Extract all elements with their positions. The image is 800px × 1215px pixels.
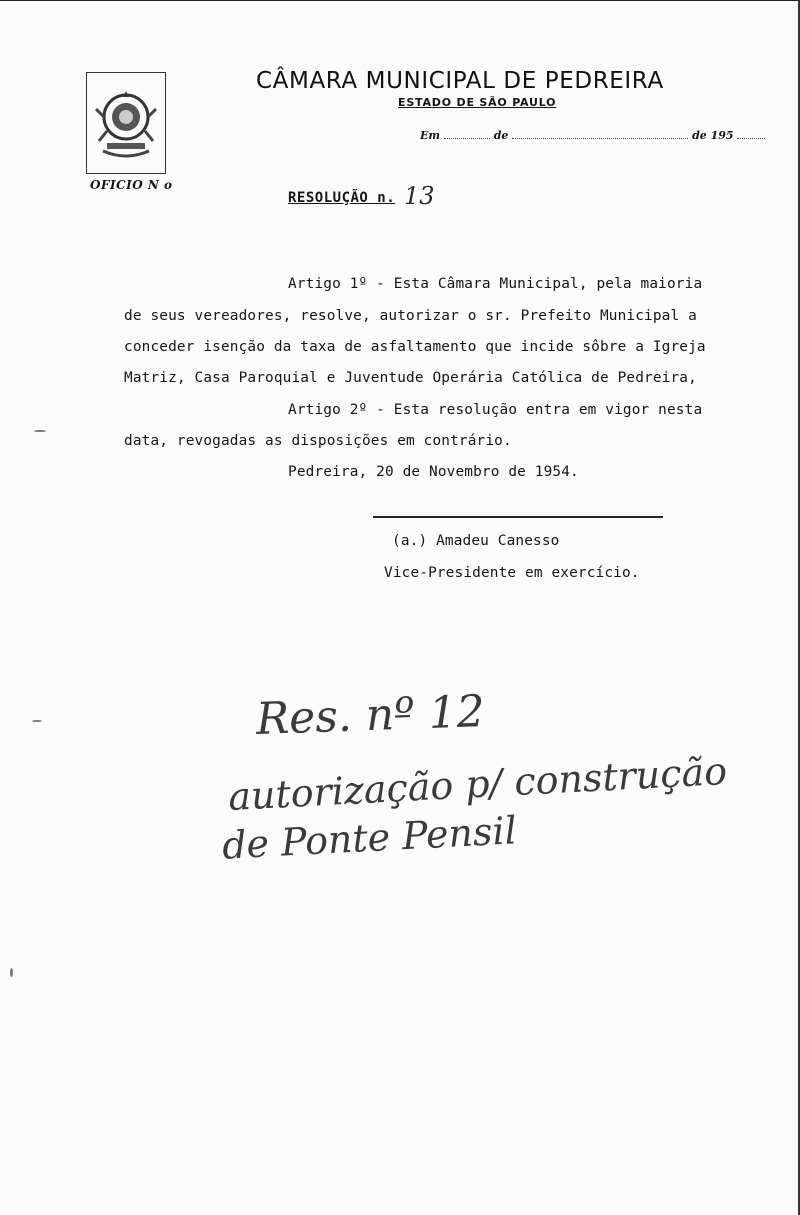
body-line-5: Artigo 2º - Esta resolução entra em vigor nesta: [288, 402, 703, 418]
date-em-label: Em: [420, 129, 441, 142]
resolution-heading: RESOLUÇÃO n.: [288, 190, 396, 206]
signature-name: (a.) Amadeu Canesso: [392, 533, 560, 549]
date-line: [420, 128, 765, 142]
date-day-blank: [444, 128, 490, 139]
body-line-4: Matriz, Casa Paroquial e Juventude Operária Católica de Pedreira,: [124, 370, 697, 386]
handwritten-note-3: de Ponte Pensil: [221, 808, 518, 868]
coat-of-arms-seal: [86, 72, 166, 174]
body-line-3: conceder isenção da taxa de asfaltamento que incide sôbre a Igreja: [124, 339, 706, 355]
place-date-line: Pedreira, 20 de Novembro de 1954.: [288, 464, 579, 480]
date-year-blank: [737, 128, 765, 139]
body-line-1: Artigo 1º - Esta Câmara Municipal, pela maioria: [288, 276, 703, 292]
handwritten-note-2: autorização p/ construção: [227, 748, 729, 820]
coat-of-arms-icon: [93, 83, 159, 163]
body-line-6: data, revogadas as disposições em contrário.: [124, 433, 512, 449]
oficio-label: OFICIO N o: [90, 178, 173, 192]
resolution-number-handwritten: 13: [404, 182, 435, 210]
date-de-label: de: [493, 129, 509, 142]
scan-speck: [34, 430, 46, 432]
letterhead-subtitle: ESTADO DE SÃO PAULO: [398, 96, 557, 109]
signature-rule: [373, 516, 663, 518]
signature-role: Vice-Presidente em exercício.: [384, 565, 640, 581]
page-top-edge: [0, 0, 800, 1]
body-line-2: de seus vereadores, resolve, autorizar o sr. Prefeito Municipal a: [124, 308, 697, 324]
scan-speck: [10, 968, 13, 977]
date-year-label: de 195: [692, 129, 734, 142]
handwritten-note-1: Res. nº 12: [255, 686, 486, 745]
scan-speck: [32, 720, 42, 722]
letterhead-title: CÂMARA MUNICIPAL DE PEDREIRA: [256, 68, 664, 94]
date-month-blank: [512, 128, 688, 139]
